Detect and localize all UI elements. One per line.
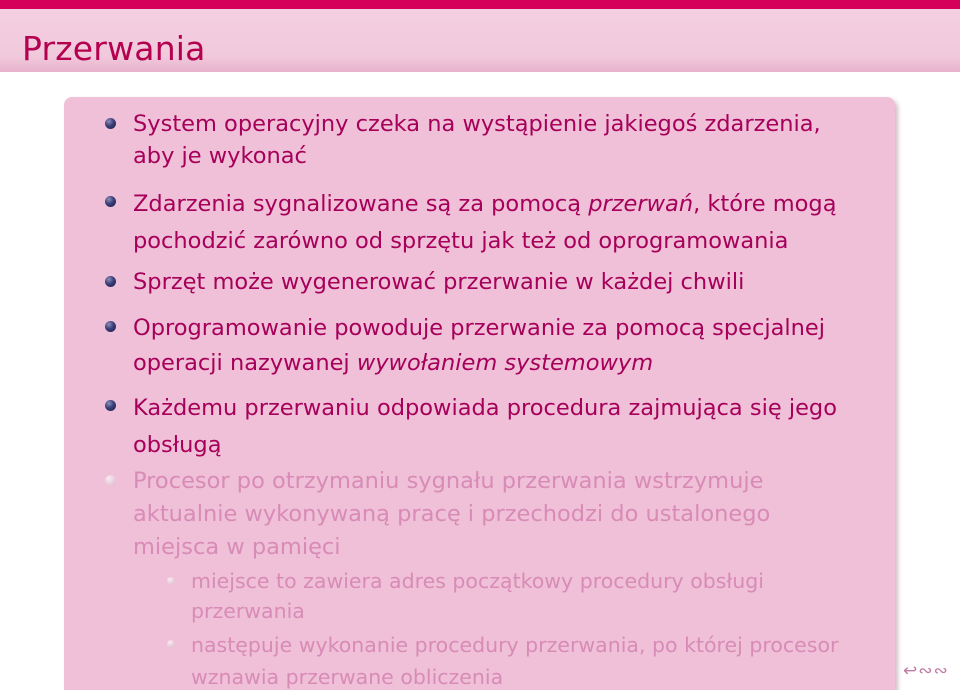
top-accent-bar	[0, 0, 960, 9]
list-item-line	[191, 566, 764, 596]
list-item	[133, 108, 821, 172]
text-segment: operacji nazywanej	[133, 350, 357, 376]
text-segment: następuje wykonanie procedury przerwania, po której procesor	[191, 633, 839, 657]
list-item	[133, 311, 825, 381]
text-segment: miejsca w pamięci	[133, 534, 341, 560]
text-segment: , które mogą	[693, 191, 837, 217]
bullet-icon	[105, 118, 116, 129]
text-segment: Sprzęt może wygenerować przerwanie w każdej chwili	[133, 269, 745, 295]
text-segment: Każdemu przerwaniu odpowiada procedura zajmująca się jego	[133, 395, 837, 421]
list-item	[133, 465, 770, 564]
text-segment: Oprogramowanie powoduje przerwanie za pomocą specjalnej	[133, 315, 826, 341]
slide-title: Przerwania	[22, 29, 206, 68]
list-item-line	[133, 390, 837, 427]
text-segment: obsługą	[133, 432, 222, 458]
list-item-line	[133, 498, 770, 531]
text-segment: aktualnie wykonywaną pracę i przechodzi do ustalonego	[133, 501, 771, 527]
list-item-line	[133, 427, 837, 464]
bullet-icon	[105, 196, 116, 207]
list-item-line	[191, 596, 764, 626]
bullet-icon	[105, 321, 116, 332]
text-segment: aby je wykonać	[133, 143, 307, 169]
bullet-icon	[105, 276, 116, 287]
text-segment: Procesor po otrzymaniu sygnału przerwania wstrzymuje	[133, 468, 764, 494]
emphasis-text: przerwań	[588, 191, 694, 217]
text-segment: pochodzić zarówno od sprzętu jak też od oprogramowania	[133, 228, 789, 254]
sub-list-item	[191, 566, 764, 626]
list-item-line	[133, 465, 770, 498]
list-item-line	[191, 629, 838, 661]
list-item-line	[133, 311, 825, 346]
list-item	[133, 390, 837, 464]
list-item-line	[133, 346, 825, 381]
sub-bullet-icon	[167, 640, 175, 648]
text-segment: wznawia przerwane obliczenia	[191, 665, 504, 689]
list-item	[133, 186, 837, 260]
bullet-icon	[105, 475, 116, 486]
sub-list-item	[191, 629, 838, 690]
list-item-line	[133, 223, 837, 260]
text-segment: System operacyjny czeka na wystąpienie jakiegoś zdarzenia,	[133, 111, 821, 137]
list-item-line	[133, 108, 821, 140]
text-segment: Zdarzenia sygnalizowane są za pomocą	[133, 191, 589, 217]
title-band	[0, 9, 960, 72]
list-item-line	[133, 531, 770, 564]
list-item-line	[133, 266, 744, 298]
list-item-line	[133, 186, 837, 223]
list-item	[133, 266, 744, 298]
bullet-icon	[105, 400, 116, 411]
text-segment: miejsce to zawiera adres początkowy procedury obsługi	[191, 569, 764, 593]
text-segment: przerwania	[191, 599, 305, 623]
sub-bullet-icon	[167, 577, 175, 585]
list-item-line	[191, 661, 838, 690]
emphasis-text: wywołaniem systemowym	[356, 350, 654, 376]
list-item-line	[133, 140, 821, 172]
navigation-symbols[interactable]: ↩∾∾	[903, 661, 949, 681]
